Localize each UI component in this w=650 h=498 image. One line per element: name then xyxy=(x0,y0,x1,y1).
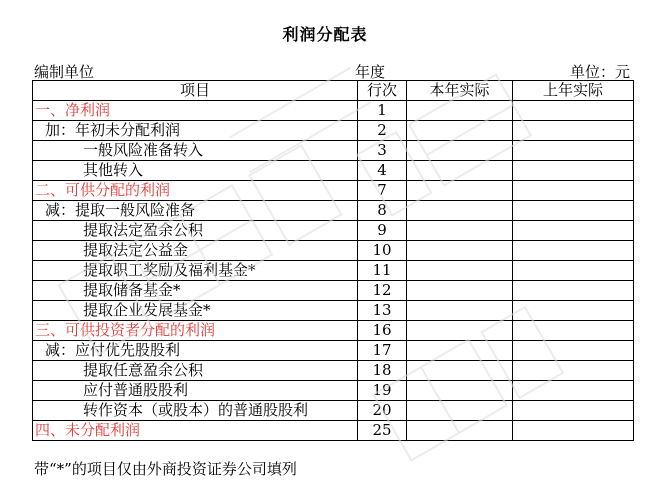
row-line-number: 25 xyxy=(358,421,407,441)
column-header-item: 项目 xyxy=(33,81,358,101)
row-current-year-value xyxy=(407,341,513,361)
row-prior-year-value xyxy=(513,361,634,381)
column-header-prior-year: 上年实际 xyxy=(513,81,634,101)
report-title: 利润分配表 xyxy=(282,25,368,44)
row-item-label: 提取职工奖励及福利基金* xyxy=(33,261,358,281)
table-row xyxy=(33,381,634,401)
row-line-number: 8 xyxy=(358,201,407,221)
row-item-label: 其他转入 xyxy=(33,161,358,181)
row-prior-year-value xyxy=(513,121,634,141)
row-prior-year-value xyxy=(513,381,634,401)
row-current-year-value xyxy=(407,261,513,281)
row-line-number: 3 xyxy=(358,141,407,161)
row-line-number: 2 xyxy=(358,121,407,141)
row-prior-year-value xyxy=(513,141,634,161)
row-item-label: 提取法定盈余公积 xyxy=(33,221,358,241)
column-header-current-year: 本年实际 xyxy=(407,81,513,101)
table-row xyxy=(33,241,634,261)
row-current-year-value xyxy=(407,141,513,161)
row-line-number: 11 xyxy=(358,261,407,281)
row-item-label: 应付普通股股利 xyxy=(33,381,358,401)
row-item-label: 转作资本（或股本）的普通股股利 xyxy=(33,401,358,421)
row-current-year-value xyxy=(407,241,513,261)
table-row xyxy=(33,261,634,281)
row-item-label: 提取法定公益金 xyxy=(33,241,358,261)
row-line-number: 18 xyxy=(358,361,407,381)
table-row xyxy=(33,181,634,201)
row-current-year-value xyxy=(407,221,513,241)
row-prior-year-value xyxy=(513,261,634,281)
fiscal-year-label: 年度 xyxy=(355,63,386,81)
row-item-label: 一、净利润 xyxy=(33,101,358,121)
row-line-number: 16 xyxy=(358,321,407,341)
row-current-year-value xyxy=(407,381,513,401)
row-line-number: 20 xyxy=(358,401,407,421)
row-prior-year-value xyxy=(513,161,634,181)
table-row xyxy=(33,361,634,381)
currency-unit-label: 单位：元 xyxy=(569,63,630,81)
row-current-year-value xyxy=(407,121,513,141)
table-row xyxy=(33,121,634,141)
row-item-label: 提取储备基金* xyxy=(33,281,358,301)
table-row xyxy=(33,101,634,121)
row-current-year-value xyxy=(407,301,513,321)
row-prior-year-value xyxy=(513,341,634,361)
preparer-unit-label: 编制单位 xyxy=(34,63,95,81)
row-item-label: 减：提取一般风险准备 xyxy=(33,201,358,221)
table-row xyxy=(33,401,634,421)
table-row xyxy=(33,221,634,241)
table-row xyxy=(33,421,634,441)
row-current-year-value xyxy=(407,401,513,421)
row-item-label: 二、可供分配的利润 xyxy=(33,181,358,201)
row-prior-year-value xyxy=(513,241,634,261)
row-current-year-value xyxy=(407,361,513,381)
row-prior-year-value xyxy=(513,101,634,121)
row-item-label: 三、可供投资者分配的利润 xyxy=(33,321,358,341)
table-body xyxy=(33,101,634,441)
row-line-number: 7 xyxy=(358,181,407,201)
row-line-number: 17 xyxy=(358,341,407,361)
row-prior-year-value xyxy=(513,181,634,201)
column-header-line-number: 行次 xyxy=(358,81,407,101)
row-current-year-value xyxy=(407,181,513,201)
row-line-number: 13 xyxy=(358,301,407,321)
row-line-number: 12 xyxy=(358,281,407,301)
row-current-year-value xyxy=(407,281,513,301)
table-row xyxy=(33,201,634,221)
row-line-number: 19 xyxy=(358,381,407,401)
row-item-label: 加：年初未分配利润 xyxy=(33,121,358,141)
table-row xyxy=(33,161,634,181)
row-current-year-value xyxy=(407,421,513,441)
profit-distribution-table xyxy=(32,80,634,441)
row-prior-year-value xyxy=(513,201,634,221)
table-row xyxy=(33,301,634,321)
row-line-number: 4 xyxy=(358,161,407,181)
row-line-number: 10 xyxy=(358,241,407,261)
row-prior-year-value xyxy=(513,301,634,321)
row-item-label: 提取企业发展基金* xyxy=(33,301,358,321)
row-prior-year-value xyxy=(513,281,634,301)
row-prior-year-value xyxy=(513,221,634,241)
footnote: 带“*”的项目仅由外商投资证券公司填列 xyxy=(34,460,297,478)
row-current-year-value xyxy=(407,321,513,341)
row-prior-year-value xyxy=(513,401,634,421)
row-prior-year-value xyxy=(513,421,634,441)
table-row xyxy=(33,321,634,341)
row-prior-year-value xyxy=(513,321,634,341)
table-row xyxy=(33,281,634,301)
row-item-label: 提取任意盈余公积 xyxy=(33,361,358,381)
row-current-year-value xyxy=(407,161,513,181)
row-current-year-value xyxy=(407,201,513,221)
row-current-year-value xyxy=(407,101,513,121)
table-header-row xyxy=(33,81,634,101)
row-item-label: 减：应付优先股股利 xyxy=(33,341,358,361)
row-line-number: 1 xyxy=(358,101,407,121)
table-row xyxy=(33,141,634,161)
row-item-label: 一般风险准备转入 xyxy=(33,141,358,161)
row-line-number: 9 xyxy=(358,221,407,241)
row-item-label: 四、未分配利润 xyxy=(33,421,358,441)
table-row xyxy=(33,341,634,361)
